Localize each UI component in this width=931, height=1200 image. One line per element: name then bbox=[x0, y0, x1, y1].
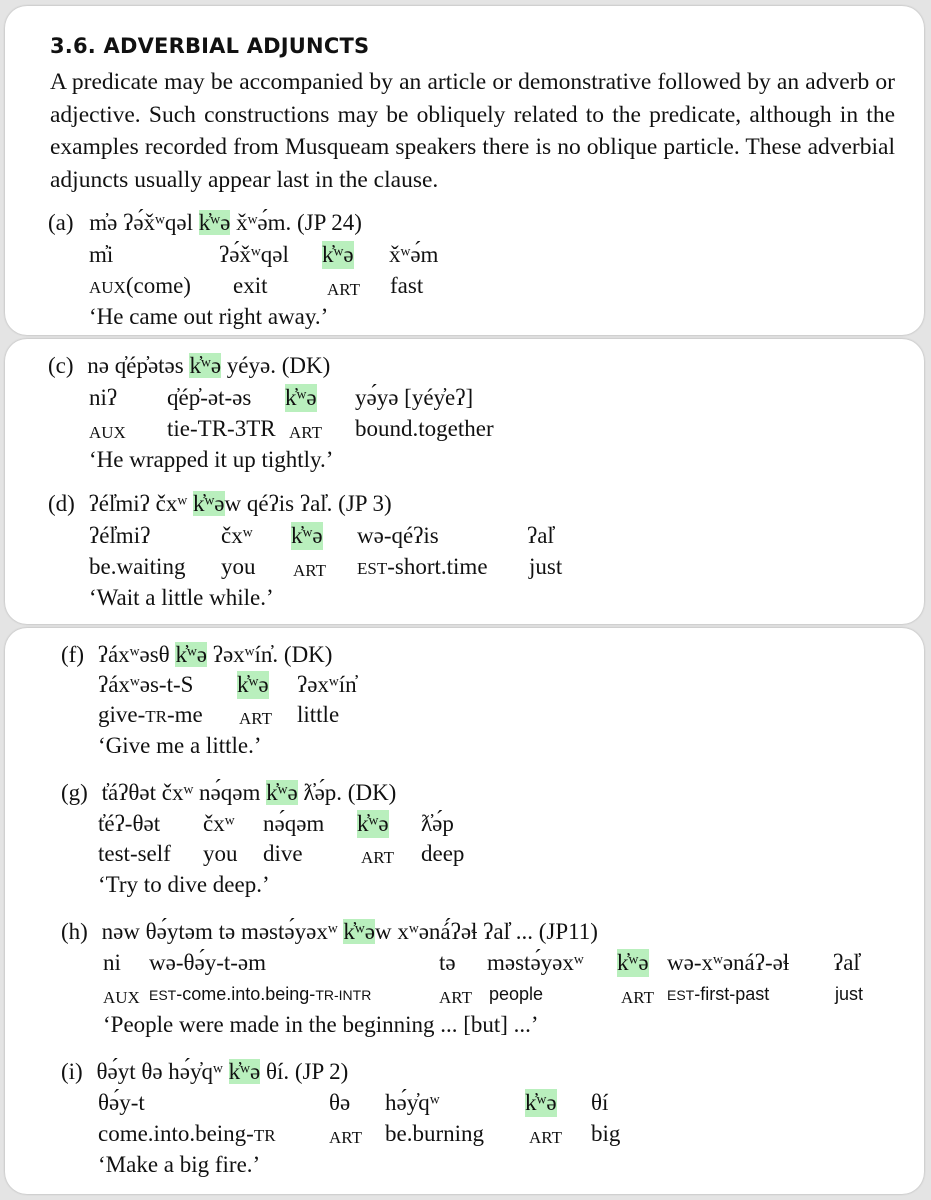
seg-word-highlighted: k̓ʷə bbox=[237, 672, 269, 697]
gloss-row: AUX EST-come.into.being-TR-INTR ART people ART EST-first-past just bbox=[5, 980, 915, 1008]
gloss-row bbox=[5, 415, 905, 443]
example-text: t̓áʔθət čxʷ nə́qəm bbox=[101, 780, 267, 805]
example-d-line bbox=[48, 490, 392, 518]
card-examples-c-d bbox=[5, 339, 924, 624]
seg-word: ʔəxʷín̓ bbox=[297, 672, 357, 697]
gloss-word: people bbox=[489, 984, 544, 1004]
seg-word: t̓éʔ-θət bbox=[98, 811, 161, 836]
example-label: (i) bbox=[61, 1059, 83, 1084]
seg-word: ʔal̓ bbox=[527, 523, 554, 548]
segmentation-row bbox=[5, 949, 915, 977]
gloss-word: AUX bbox=[89, 423, 126, 442]
example-label: (f) bbox=[61, 642, 84, 667]
gloss-word: ART bbox=[329, 1128, 362, 1147]
seg-word-highlighted: k̓ʷə bbox=[617, 950, 649, 975]
gloss-word: just bbox=[529, 554, 563, 579]
translation: ‘He wrapped it up tightly.’ bbox=[89, 447, 334, 472]
seg-word: wə-qéʔis bbox=[357, 523, 439, 548]
segmentation-row bbox=[5, 241, 905, 269]
gloss-word: deep bbox=[421, 841, 465, 866]
example-text: m̓ə ʔə́x̌ʷqəl bbox=[89, 210, 199, 235]
seg-word: məstə́yəxʷ bbox=[487, 950, 584, 975]
gloss-row: give-TR-me ART little bbox=[5, 701, 905, 729]
gloss-row bbox=[5, 272, 905, 300]
gloss-word: be.waiting bbox=[89, 554, 186, 579]
segmentation-row bbox=[5, 810, 905, 838]
segmentation-row bbox=[5, 671, 905, 699]
gloss-word: ART bbox=[361, 848, 394, 867]
card-section-intro bbox=[5, 6, 924, 335]
example-text: nə q̓ép̓ətəs bbox=[87, 353, 190, 378]
example-label: (a) bbox=[48, 210, 74, 235]
gloss-row bbox=[5, 840, 905, 868]
seg-word: yə́yə [yéy̓eʔ] bbox=[355, 385, 474, 410]
example-text: w xʷəná́ʔəɬ ʔal̓ ... (JP11) bbox=[374, 919, 598, 944]
example-text: ʔəxʷín̓. (DK) bbox=[207, 642, 333, 667]
gloss-word: you bbox=[221, 554, 256, 579]
highlighted-article: k̓ʷə bbox=[343, 919, 375, 944]
gloss-word: big bbox=[591, 1121, 621, 1146]
seg-word: tə bbox=[439, 950, 456, 975]
translation: ‘People were made in the beginning ... [but] ...’ bbox=[103, 1012, 539, 1037]
example-i-line bbox=[61, 1058, 348, 1086]
seg-word: čxʷ bbox=[203, 811, 235, 836]
example-text: yéyə. (DK) bbox=[221, 353, 331, 378]
gloss-word: dive bbox=[263, 841, 303, 866]
highlighted-article: k̓ʷə bbox=[198, 210, 231, 235]
example-text: θə́yt θə hə́y̓qʷ bbox=[96, 1059, 229, 1084]
intro-paragraph: A predicate may be accompanied by an article or demonstrative followed by an adverb or adjective. Such constructions may be obliquely related to the predicate, although in the examples recorded from Musqueam speakers there is no oblique particle. These adverbial adjuncts usually appear last in the clause. bbox=[50, 69, 895, 193]
gloss-word: ART bbox=[289, 423, 322, 442]
seg-word-highlighted: k̓ʷə bbox=[285, 385, 317, 410]
translation: ‘Wait a little while.’ bbox=[89, 585, 274, 610]
gloss-word: fast bbox=[390, 273, 424, 298]
highlighted-article: k̓ʷə bbox=[266, 780, 298, 805]
example-h-line bbox=[61, 918, 598, 946]
example-label: (h) bbox=[61, 919, 88, 944]
highlighted-article: k̓ʷə bbox=[175, 642, 207, 667]
example-text: ƛ̓ə́p. (DK) bbox=[297, 780, 397, 805]
seg-word: θí bbox=[591, 1090, 609, 1115]
segmentation-row bbox=[5, 522, 905, 550]
highlighted-article: k̓ʷə bbox=[189, 353, 222, 378]
gloss-word: ART bbox=[293, 561, 326, 580]
example-a-line bbox=[48, 209, 362, 237]
seg-word: θə bbox=[329, 1090, 351, 1115]
example-g-line bbox=[61, 779, 396, 807]
gloss-word: ART bbox=[439, 988, 472, 1007]
gloss-row: be.waiting you ART EST-short.time just bbox=[5, 553, 905, 581]
seg-word: ƛ̓ə́p bbox=[421, 811, 454, 836]
seg-word: θə́y-t bbox=[98, 1090, 145, 1115]
seg-word-highlighted: k̓ʷə bbox=[322, 242, 354, 267]
gloss-word: you bbox=[203, 841, 238, 866]
seg-word: ʔal̓ bbox=[833, 950, 860, 975]
example-c-line bbox=[48, 352, 330, 380]
seg-word: nə́qəm bbox=[263, 811, 325, 836]
gloss-word: (come) bbox=[125, 273, 191, 298]
seg-word: ni bbox=[103, 950, 121, 975]
example-text: nəw θə́ytəm tə məstə́yəxʷ bbox=[101, 919, 344, 944]
seg-word: ʔə́x̌ʷqəl bbox=[219, 242, 289, 267]
translation: ‘Make a big fire.’ bbox=[98, 1152, 261, 1177]
gloss-word: ART bbox=[239, 709, 272, 728]
section-heading: 3.6. ADVERBIAL ADJUNCTS bbox=[50, 34, 370, 58]
translation: ‘Give me a little.’ bbox=[98, 733, 262, 758]
seg-word: wə-xʷənáʔ-əɬ bbox=[667, 950, 790, 975]
example-text: w qéʔis ʔal̓. (JP 3) bbox=[224, 491, 392, 516]
seg-word-highlighted: k̓ʷə bbox=[291, 523, 323, 548]
example-text: ʔáxʷəsθ bbox=[97, 642, 176, 667]
example-label: (d) bbox=[48, 491, 75, 516]
gloss-word: bound.together bbox=[355, 416, 494, 441]
gloss-word: test-self bbox=[98, 841, 171, 866]
gloss-word: ART bbox=[327, 280, 360, 299]
seg-word-highlighted: k̓ʷə bbox=[525, 1090, 557, 1115]
seg-word: ʔáxʷəs-t-S bbox=[98, 672, 194, 697]
example-text: θí. (JP 2) bbox=[260, 1059, 349, 1084]
example-f-line bbox=[61, 641, 332, 669]
example-label: (c) bbox=[48, 353, 74, 378]
translation: ‘Try to dive deep.’ bbox=[98, 872, 270, 897]
seg-word: m̓i bbox=[89, 242, 114, 267]
gloss-word: just bbox=[835, 984, 864, 1004]
gloss-word: little bbox=[297, 702, 340, 727]
gloss-word: ART bbox=[529, 1128, 562, 1147]
seg-word: wə-θə́y-t-əm bbox=[149, 950, 267, 975]
seg-word: q̓ép̓-ət-əs bbox=[167, 385, 252, 410]
gloss-row: come.into.being-TR ART be.burning ART big bbox=[5, 1120, 905, 1148]
gloss-word: tie-TR-3TR bbox=[167, 416, 276, 441]
example-text: ʔél̓miʔ čxʷ bbox=[88, 491, 193, 516]
example-label: (g) bbox=[61, 780, 88, 805]
seg-word-highlighted: k̓ʷə bbox=[357, 811, 389, 836]
gloss-word: be.burning bbox=[385, 1121, 485, 1146]
segmentation-row bbox=[5, 1089, 905, 1117]
gloss-word: ART bbox=[621, 988, 654, 1007]
seg-word: hə́y̓qʷ bbox=[385, 1090, 440, 1115]
seg-word: x̌ʷə́m bbox=[389, 242, 439, 267]
seg-word: niʔ bbox=[89, 385, 118, 410]
seg-word: čxʷ bbox=[221, 523, 253, 548]
card-examples-f-i bbox=[5, 628, 924, 1194]
gloss-word: AUX bbox=[103, 988, 140, 1007]
highlighted-article: k̓ʷə bbox=[192, 491, 225, 516]
translation: ‘He came out right away.’ bbox=[89, 304, 329, 329]
example-text: x̌ʷə́m. (JP 24) bbox=[230, 210, 362, 235]
highlighted-article: k̓ʷə bbox=[228, 1059, 261, 1084]
gloss-word: AUX bbox=[89, 278, 126, 297]
gloss-word: exit bbox=[233, 273, 268, 298]
seg-word: ʔél̓miʔ bbox=[89, 523, 151, 548]
segmentation-row bbox=[5, 384, 905, 412]
